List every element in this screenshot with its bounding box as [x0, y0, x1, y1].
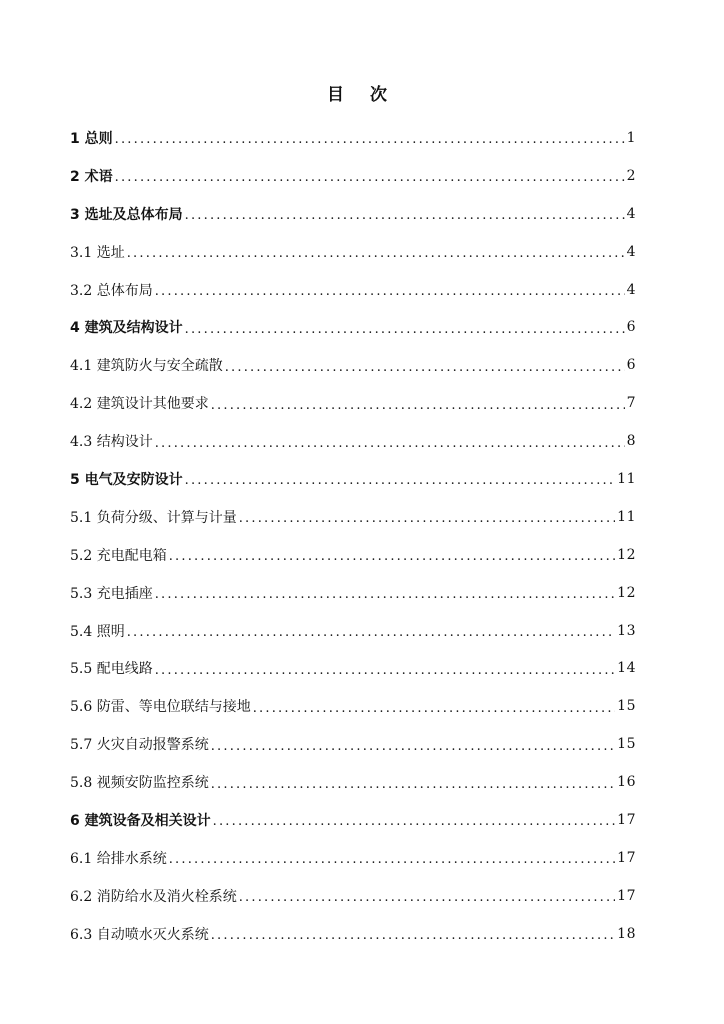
toc-section-row [70, 422, 636, 460]
toc-leader-dots [155, 433, 625, 450]
toc-leader-dots [185, 470, 616, 487]
toc-leader-dots [211, 736, 615, 753]
toc-entry-label: 5.1 负荷分级、计算与计量 [70, 509, 237, 526]
toc-leader-dots [169, 546, 615, 563]
toc-page-number: 6 [626, 319, 636, 336]
toc-entry-label: 5.2 充电配电箱 [70, 547, 167, 564]
toc-entry-label: 6.2 消防给水及消火栓系统 [70, 888, 237, 905]
toc-chapter-row [70, 157, 636, 195]
toc-entry-label: 5.7 火灾自动报警系统 [70, 737, 209, 754]
toc-page-number: 2 [626, 167, 636, 184]
toc-chapter-row [70, 460, 636, 498]
toc-chapter-row [70, 801, 636, 839]
toc-section-row [70, 271, 636, 309]
toc-section-row [70, 384, 636, 422]
toc-entry-label: 4.1 建筑防火与安全疏散 [70, 358, 223, 375]
toc-leader-dots [185, 319, 625, 336]
toc-entry-label: 1 总则 [70, 130, 113, 147]
toc-page-number: 8 [626, 433, 636, 450]
toc-page-number: 18 [617, 925, 636, 942]
toc-entry-label: 6.3 自动喷水灭火系统 [70, 926, 209, 943]
toc-chapter-row [70, 195, 636, 233]
toc-section-row [70, 839, 636, 877]
toc-leader-dots [155, 281, 625, 298]
toc-entry-label: 5.8 视频安防监控系统 [70, 775, 209, 792]
toc-page-number: 17 [617, 811, 636, 828]
toc-leader-dots [211, 925, 615, 942]
toc-entry-label: 3.1 选址 [70, 244, 125, 261]
toc-page-number: 15 [617, 736, 636, 753]
toc-leader-dots [115, 129, 625, 146]
toc-page-number: 13 [617, 622, 636, 639]
toc-leader-dots [115, 167, 625, 184]
toc-section-row [70, 498, 636, 536]
toc-page-number: 4 [626, 281, 636, 298]
toc-leader-dots [155, 660, 615, 677]
toc-section-row [70, 233, 636, 271]
toc-section-row [70, 612, 636, 650]
toc-leader-dots [155, 584, 615, 601]
toc-leader-dots [253, 698, 615, 715]
toc-page-number: 15 [617, 698, 636, 715]
toc-section-row [70, 346, 636, 384]
toc-page-number: 1 [626, 129, 636, 146]
toc-section-row [70, 574, 636, 612]
toc-entry-label: 3 选址及总体布局 [70, 206, 183, 223]
toc-page-number: 12 [617, 546, 636, 563]
toc-leader-dots [225, 357, 625, 374]
toc-page-number: 17 [617, 887, 636, 904]
toc-entry-label: 4 建筑及结构设计 [70, 320, 183, 337]
toc-leader-dots [213, 811, 616, 828]
toc-page-number: 11 [617, 508, 636, 525]
toc-leader-dots [185, 205, 625, 222]
toc-page-number: 14 [617, 660, 636, 677]
toc-section-row [70, 649, 636, 687]
toc-section-row [70, 536, 636, 574]
toc-chapter-row [70, 119, 636, 157]
toc-entry-label: 4.2 建筑设计其他要求 [70, 396, 209, 413]
toc-entry-label: 5.6 防雷、等电位联结与接地 [70, 699, 251, 716]
toc-page-number: 17 [617, 849, 636, 866]
toc-entry-label: 3.2 总体布局 [70, 282, 153, 299]
toc-leader-dots [211, 774, 615, 791]
toc-page-number: 11 [617, 470, 636, 487]
toc-leader-dots [169, 849, 615, 866]
toc-leader-dots [239, 887, 615, 904]
toc-section-row [70, 877, 636, 915]
toc-page-number: 6 [626, 357, 636, 374]
toc-entry-label: 2 术语 [70, 168, 113, 185]
table-of-contents [70, 119, 636, 953]
toc-entry-label: 5.3 充电插座 [70, 585, 153, 602]
toc-page-number: 4 [626, 205, 636, 222]
toc-entry-label: 6 建筑设备及相关设计 [70, 812, 211, 829]
toc-entry-label: 6.1 给排水系统 [70, 850, 167, 867]
toc-entry-label: 4.3 结构设计 [70, 434, 153, 451]
toc-section-row [70, 725, 636, 763]
toc-leader-dots [127, 243, 625, 260]
toc-leader-dots [211, 395, 625, 412]
toc-section-row [70, 687, 636, 725]
toc-section-row [70, 763, 636, 801]
toc-chapter-row [70, 308, 636, 346]
toc-section-row [70, 915, 636, 953]
toc-leader-dots [239, 508, 615, 525]
toc-leader-dots [127, 622, 615, 639]
toc-entry-label: 5.5 配电线路 [70, 661, 153, 678]
toc-page-number: 4 [626, 243, 636, 260]
toc-page-number: 16 [617, 774, 636, 791]
toc-title: 目 次 [327, 85, 397, 105]
toc-entry-label: 5.4 照明 [70, 623, 125, 640]
toc-page-number: 12 [617, 584, 636, 601]
toc-page-number: 7 [626, 395, 636, 412]
toc-entry-label: 5 电气及安防设计 [70, 471, 183, 488]
